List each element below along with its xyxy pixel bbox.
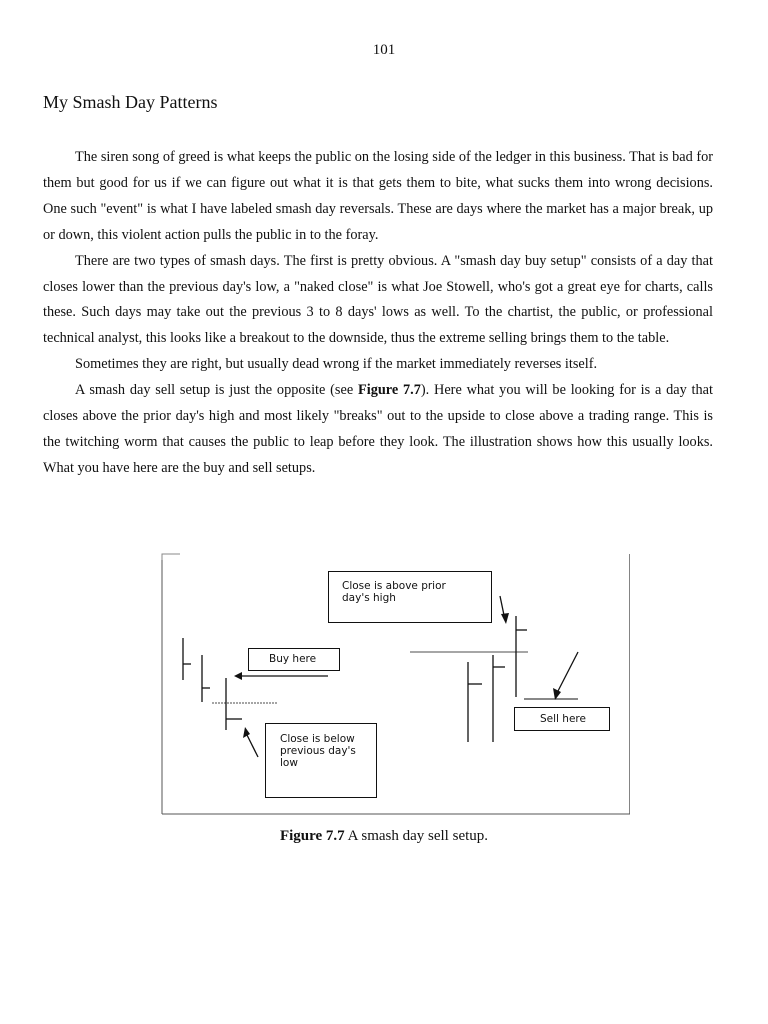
body-text <box>43 145 713 482</box>
paragraph-3: Sometimes they are right, but usually dead wrong if the market immediately reverses itself. <box>75 356 598 373</box>
arrow-buy-here-head <box>234 672 242 680</box>
paragraph-4 <box>43 378 713 482</box>
callout-close-below-line-3: low <box>280 757 298 769</box>
arrow-close-below-head <box>243 727 250 738</box>
figure-7-7 <box>160 552 630 817</box>
callout-close-above-line-1: Close is above prior <box>342 580 446 592</box>
figure-caption <box>0 828 768 845</box>
paragraph-1: The siren song of greed is what keeps the public on the losing side of the ledger in this business. That is bad for them but good for us if we can figure out what it is that gets them to bite, what sucks them into wrong decisions. One such "event" is what I have labeled smash day reversals. These are days where the market has a major break, up or down, this violent action pulls the public in to the foray. <box>43 149 713 243</box>
callout-sell-here-label: Sell here <box>540 713 586 725</box>
paragraph-2: There are two types of smash days. The first is pretty obvious. A "smash day buy setup" consists of a day that closes lower than the previous day's low, a "naked close" is what Joe Stowell, who's got a great eye for charts, calls these. Such days may take out the previous 3 to 8 days' lows as well. To the chartist, the public, or professional technical analyst, this looks like a breakout to the downside, thus the extreme selling brings them to the table. <box>43 252 713 347</box>
paragraph-4-start: A smash day sell setup is just the opposite (see <box>75 382 358 399</box>
callout-buy-here-label: Buy here <box>269 653 317 665</box>
paragraph-4-end: ). Here what you will be looking for is a day that closes above the prior day's high and most likely "breaks" out to the upside to close above a trading range. This is the twitching worm that causes the public to leap before they look. The illustration shows how this usually looks. What you have here are the buy and sell setups. <box>43 382 713 476</box>
callout-close-below-line-1: Close is below <box>280 733 355 745</box>
arrow-sell-here-head <box>553 688 561 700</box>
figure-reference: Figure 7.7 <box>357 382 421 399</box>
page-number: 101 <box>372 42 396 58</box>
caption-text: A smash day sell setup. <box>344 828 489 844</box>
callout-close-above <box>328 571 492 623</box>
section-heading: My Smash Day Patterns <box>43 92 218 112</box>
callout-sell-here <box>514 707 610 731</box>
callout-close-below-line-2: previous day's <box>280 745 356 757</box>
callout-close-above-line-2: day's high <box>342 592 396 604</box>
callout-buy-here <box>248 648 340 671</box>
arrow-close-above-head <box>501 613 509 624</box>
figure-frame-top <box>162 554 180 560</box>
callout-close-below <box>265 723 377 798</box>
caption-label: Figure 7.7 <box>279 828 345 844</box>
arrow-close-below-line <box>247 735 258 757</box>
arrow-sell-here-line <box>558 652 578 691</box>
